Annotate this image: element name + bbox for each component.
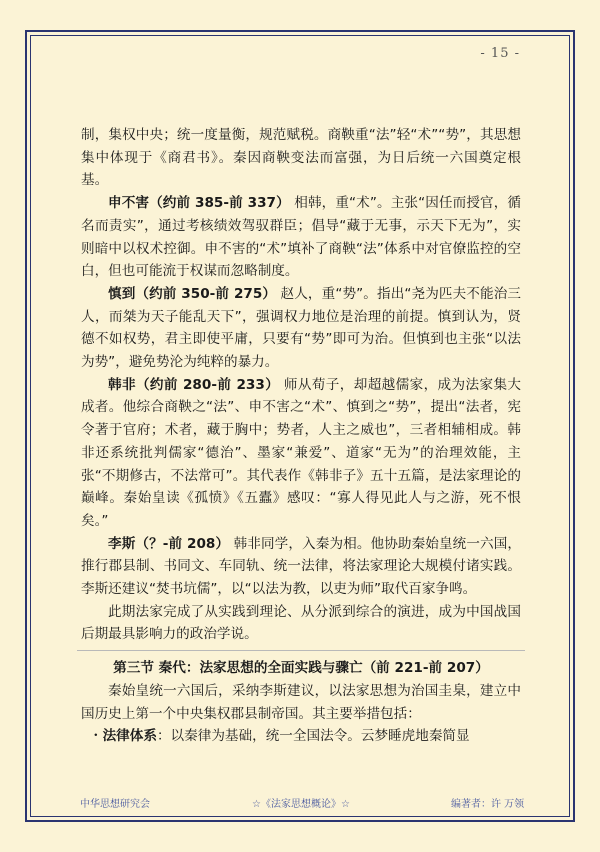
section-title: 第三节 秦代：法家思想的全面实践与骤亡（前 221-前 207） xyxy=(113,660,489,677)
bullet-text: ：以秦律为基础，统一全国法令。云梦睡虎地秦简显 xyxy=(156,728,470,745)
paragraph-summary: 此期法家完成了从实践到理论、从分派到综合的演进，成为中国战国后期最具影响力的政治学说。 xyxy=(81,603,521,643)
document-body xyxy=(81,124,521,748)
figure-name-hanfei: 韩非（约前 280-前 233） xyxy=(108,376,280,393)
paragraph-lisi xyxy=(81,533,521,601)
paragraph-section-intro: 秦始皇统一六国后，采纳李斯建议，以法家思想为治国圭臬，建立中国历史上第一个中央集权郡县制帝国。其主要举措包括： xyxy=(81,682,521,722)
footer-book-title: ☆《法家思想概论》☆ xyxy=(252,799,350,810)
paragraph-text: 赵人，重“势”。指出“尧为匹夫不能治三人，而桀为天子能乱天下”，强调权力地位是治理的前提。慎到认为，贤德不如权势，君主即使平庸，只要有“势”即可为治。但慎到也主张“以法为势”，避免势沦为纯粹的暴力。 xyxy=(81,285,521,371)
paragraph-text: 韩非同学，入秦为相。他协助秦始皇统一六国，推行郡县制、书同文、车同轨、统一法律，将法家理论大规模付诸实践。李斯还建议“焚书坑儒”，以“以法为教，以吏为师”取代百家争鸣。 xyxy=(81,535,522,598)
figure-name-shenbuhai: 申不害（约前 385-前 337） xyxy=(108,195,290,212)
paragraph-text: 相韩，重“术”。主张“因任而授官，循名而责实”，通过考核绩效驾驭群臣；倡导“藏于无事，示天下无为”，实则暗中以权术控御。申不害的“术”填补了商鞅“法”体系中对官僚监控的空白，但也可能流于权谋而忽略制度。 xyxy=(81,195,521,280)
bullet-marker: ・ xyxy=(89,728,103,745)
footer-publisher: 中华思想研究会 xyxy=(80,799,150,810)
paragraph-text: 师从荀子，却超越儒家，成为法家集大成者。他综合商鞅之“法”、申不害之“术”、慎到之“势”，提出“法者，宪令著于官府；术者，藏于胸中；势者，人主之威也”，三者相辅相成。韩非还系统批判儒家“德治”、墨家“兼爱”、道家“无为”的治理效能，主张“不期修古，不法常可”。其代表作《韩非子》五十五篇，是法家理论的巅峰。秦始皇读《孤愤》《五蠹》感叹：“寡人得见此人与之游，死不恨矣。” xyxy=(81,376,522,529)
paragraph-shendao xyxy=(81,283,521,374)
list-item-legal-system xyxy=(81,725,521,748)
paragraph-shenbuhai xyxy=(81,192,521,283)
footer-author: 编著者：许 万领 xyxy=(451,799,525,810)
figure-name-lisi: 李斯（？-前 208） xyxy=(108,535,230,552)
section-divider xyxy=(77,650,525,651)
bullet-label: 法律体系 xyxy=(102,728,157,745)
figure-name-shendao: 慎到（约前 350-前 275） xyxy=(108,285,277,302)
page-number: - 15 - xyxy=(480,46,520,61)
paragraph-shangyang-cont: 制，集权中央；统一度量衡，规范赋税。商鞅重“法”轻“术”“势”，其思想集中体现于《商君书》。秦因商鞅变法而富强，为日后统一六国奠定根基。 xyxy=(81,127,521,189)
paragraph-hanfei xyxy=(81,374,521,533)
